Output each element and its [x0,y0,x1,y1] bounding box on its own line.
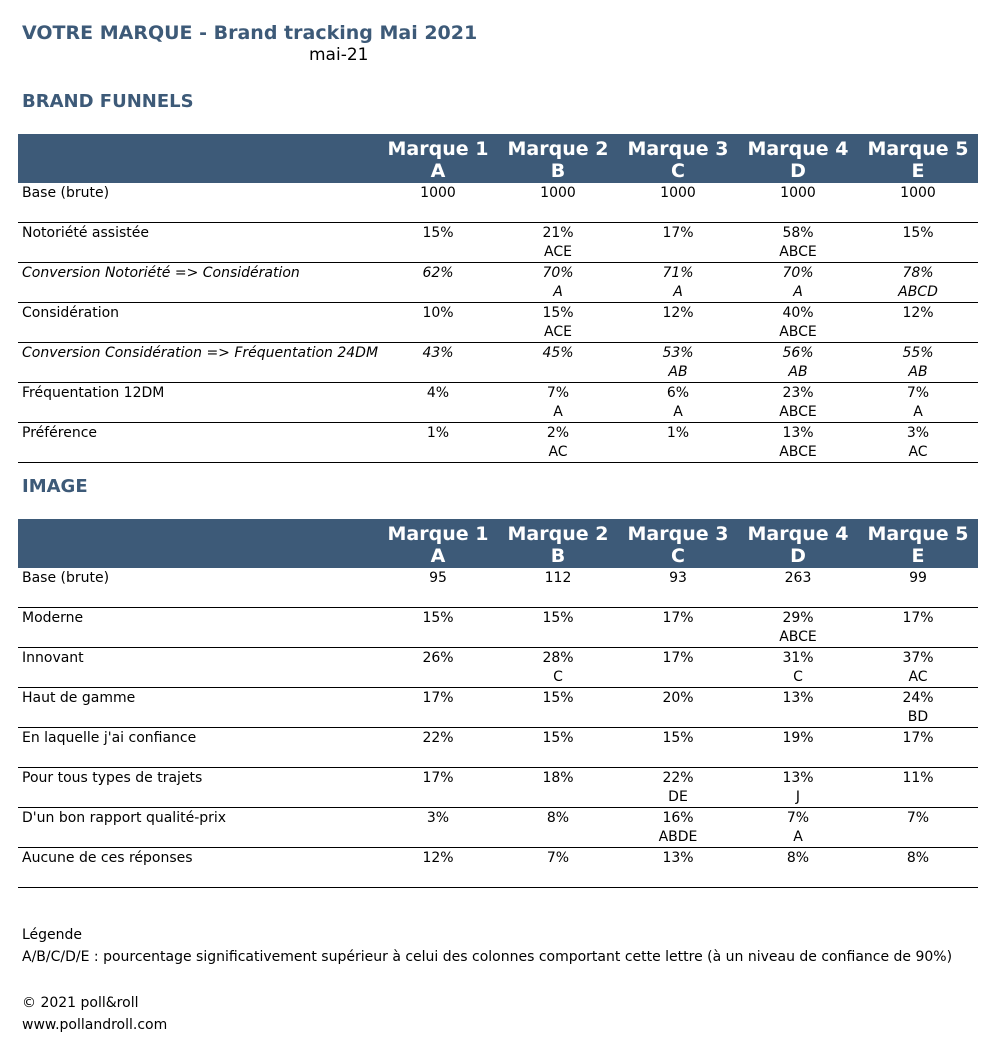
cell-value [618,383,738,423]
significance-letters [858,788,978,807]
significance-letters [498,203,618,222]
column-header-marque-1 [378,519,498,568]
cell-value [618,768,738,808]
cell-value [858,183,978,223]
column-letter: B [550,545,566,567]
significance-letters [858,588,978,607]
significance-letters [618,323,738,342]
significance-letters [858,828,978,847]
column-header-marque-2 [498,519,618,568]
significance-letters [498,588,618,607]
cell-value [858,303,978,343]
column-header-marque-5 [858,134,978,183]
significance-letters [858,243,978,262]
row-label: Notoriété assistée [22,225,149,241]
cell-value [498,223,618,263]
cell-value [378,768,498,808]
percentage-value: 55% [902,345,934,361]
cell-value [738,223,858,263]
percentage-value: 15% [542,730,574,746]
column-header-marque-2 [498,134,618,183]
significance-letters: C [793,669,803,685]
significance-letters [738,748,858,767]
significance-letters [378,828,498,847]
percentage-value: 17% [902,730,934,746]
significance-letters: A [793,284,803,300]
cell-value [858,728,978,768]
column-letter: C [671,160,685,182]
percentage-value: 16% [662,810,694,826]
significance-letters [498,708,618,727]
percentage-value: 15% [662,730,694,746]
cell-value [618,423,738,463]
table-header-row [18,519,978,568]
significance-letters [378,443,498,462]
header-label-cell [18,134,378,183]
percentage-value: 93 [669,570,687,586]
section-heading-image: IMAGE [22,476,88,497]
table-row [18,568,978,608]
cell-value [738,383,858,423]
column-brand-name: Marque 1 [387,523,489,545]
cell-value [498,608,618,648]
percentage-value: 15% [422,225,454,241]
percentage-value: 17% [902,610,934,626]
significance-letters [858,748,978,767]
cell-value [378,648,498,688]
cell-value [498,848,618,888]
percentage-value: 3% [426,810,450,826]
table-row [18,223,978,263]
table-row [18,608,978,648]
percentage-value: 1000 [900,185,936,201]
column-brand-name: Marque 5 [867,138,969,160]
percentage-value: 12% [422,850,454,866]
percentage-value: 1000 [420,185,456,201]
cell-value [498,343,618,383]
percentage-value: 3% [906,425,930,441]
column-brand-name: Marque 2 [507,523,609,545]
percentage-value: 37% [902,650,934,666]
table-row [18,183,978,223]
cell-value [858,768,978,808]
cell-value [378,343,498,383]
significance-letters: ACE [544,244,572,260]
percentage-value: 99 [909,570,927,586]
significance-letters [618,748,738,767]
significance-letters: A [673,284,683,300]
report-date: mai-21 [309,45,369,65]
significance-letters: J [795,789,801,805]
cell-value [498,183,618,223]
significance-letters: A [793,829,803,845]
percentage-value: 15% [902,225,934,241]
percentage-value: 22% [422,730,454,746]
percentage-value: 1000 [780,185,816,201]
column-letter: A [430,545,446,567]
percentage-value: 26% [422,650,454,666]
significance-letters [738,868,858,887]
significance-letters [378,283,498,302]
significance-letters [858,323,978,342]
cell-value [378,303,498,343]
copyright: © 2021 poll&roll [22,995,139,1011]
cell-value [498,728,618,768]
website: www.pollandroll.com [22,1017,168,1033]
row-label: Préférence [22,425,98,441]
cell-value [858,423,978,463]
row-label: Aucune de ces réponses [22,850,193,866]
table-row [18,848,978,888]
significance-letters [618,243,738,262]
column-header-marque-4 [738,134,858,183]
percentage-value: 70% [782,265,814,281]
percentage-value: 8% [906,850,930,866]
percentage-value: 24% [902,690,934,706]
significance-letters: AB [908,364,928,380]
significance-letters [498,363,618,382]
column-brand-name: Marque 3 [627,523,729,545]
cell-value [618,648,738,688]
table-row [18,688,978,728]
cell-value [618,608,738,648]
cell-value [858,383,978,423]
column-brand-name: Marque 5 [867,523,969,545]
percentage-value: 17% [662,610,694,626]
cell-value [498,808,618,848]
column-letter: E [911,160,925,182]
percentage-value: 15% [422,610,454,626]
cell-value [378,383,498,423]
significance-letters: ABCE [779,629,817,645]
column-letter: A [430,160,446,182]
percentage-value: 17% [662,650,694,666]
cell-value [858,263,978,303]
column-brand-name: Marque 4 [747,523,849,545]
row-label: Haut de gamme [22,690,136,706]
significance-letters: ABCE [779,404,817,420]
cell-value [738,568,858,608]
cell-value [618,263,738,303]
percentage-value: 70% [542,265,574,281]
significance-letters [498,828,618,847]
significance-letters [378,403,498,422]
percentage-value: 7% [546,850,570,866]
percentage-value: 18% [542,770,574,786]
percentage-value: 17% [422,690,454,706]
row-label: Conversion Considération => Fréquentation 24DM [22,345,379,361]
row-label: Fréquentation 12DM [22,385,165,401]
percentage-value: 43% [422,345,454,361]
cell-value [738,728,858,768]
cell-value [378,223,498,263]
cell-value [498,768,618,808]
cell-value [498,423,618,463]
significance-letters: A [553,404,563,420]
significance-letters [498,788,618,807]
section-heading-brand-funnels: BRAND FUNNELS [22,91,194,112]
percentage-value: 1% [666,425,690,441]
cell-value [738,263,858,303]
percentage-value: 20% [662,690,694,706]
percentage-value: 4% [426,385,450,401]
significance-letters [738,588,858,607]
significance-letters [378,668,498,687]
significance-letters [498,628,618,647]
cell-value [618,568,738,608]
significance-letters: ABCE [779,444,817,460]
percentage-value: 1% [426,425,450,441]
significance-letters: A [673,404,683,420]
percentage-value: 53% [662,345,694,361]
significance-letters [378,788,498,807]
cell-value [378,423,498,463]
significance-letters: AC [548,444,568,460]
row-label: Innovant [22,650,84,666]
row-label: Base (brute) [22,570,110,586]
cell-value [618,728,738,768]
cell-value [618,343,738,383]
significance-letters [378,323,498,342]
significance-letters: C [553,669,563,685]
column-letter: E [911,545,925,567]
percentage-value: 17% [422,770,454,786]
column-letter: B [550,160,566,182]
row-label: Base (brute) [22,185,110,201]
column-brand-name: Marque 1 [387,138,489,160]
significance-letters: A [913,404,923,420]
significance-letters [378,708,498,727]
significance-letters [378,868,498,887]
percentage-value: 31% [782,650,814,666]
percentage-value: 58% [782,225,814,241]
table-row [18,263,978,303]
percentage-value: 45% [542,345,574,361]
cell-value [738,183,858,223]
cell-value [858,608,978,648]
column-header-marque-1 [378,134,498,183]
cell-value [618,808,738,848]
cell-value [858,848,978,888]
percentage-value: 23% [782,385,814,401]
table-row [18,303,978,343]
column-header-marque-3 [618,519,738,568]
significance-letters [738,708,858,727]
percentage-value: 15% [542,690,574,706]
table-row [18,728,978,768]
percentage-value: 40% [782,305,814,321]
percentage-value: 8% [546,810,570,826]
percentage-value: 112 [544,570,572,586]
column-brand-name: Marque 4 [747,138,849,160]
percentage-value: 13% [662,850,694,866]
cell-value [378,688,498,728]
percentage-value: 56% [782,345,814,361]
significance-letters [618,588,738,607]
report-title: VOTRE MARQUE - Brand tracking Mai 2021 [22,22,478,44]
percentage-value: 28% [542,650,574,666]
significance-letters [378,748,498,767]
cell-value [498,648,618,688]
cell-value [498,263,618,303]
cell-value [378,808,498,848]
significance-letters [378,203,498,222]
row-label: D'un bon rapport qualité-prix [22,810,227,826]
column-brand-name: Marque 2 [507,138,609,160]
table-row [18,343,978,383]
cell-value [378,728,498,768]
table-header-row [18,134,978,183]
percentage-value: 71% [662,265,694,281]
cell-value [378,263,498,303]
cell-value [738,423,858,463]
cell-value [738,608,858,648]
legend-text: A/B/C/D/E : pourcentage significativement supérieur à celui des colonnes comportant cette lettre (à un niveau de confiance de 90%) [22,949,953,965]
column-header-marque-4 [738,519,858,568]
cell-value [738,688,858,728]
row-label: Conversion Notoriété => Considération [22,265,300,281]
significance-letters [378,243,498,262]
percentage-value: 17% [662,225,694,241]
column-letter: C [671,545,685,567]
table-row [18,648,978,688]
significance-letters: AB [668,364,688,380]
cell-value [858,223,978,263]
cell-value [498,383,618,423]
table-row [18,383,978,423]
percentage-value: 13% [782,690,814,706]
cell-value [618,303,738,343]
significance-letters: AB [788,364,808,380]
significance-letters [618,708,738,727]
column-letter: D [790,545,806,567]
significance-letters [618,443,738,462]
percentage-value: 21% [542,225,574,241]
percentage-value: 7% [906,385,930,401]
row-label: Moderne [22,610,84,626]
percentage-value: 12% [662,305,694,321]
significance-letters: ACE [544,324,572,340]
column-header-marque-5 [858,519,978,568]
significance-letters [378,363,498,382]
significance-letters: A [553,284,563,300]
row-label: Considération [22,305,120,321]
brand-funnels-table [18,134,978,463]
percentage-value: 1000 [540,185,576,201]
percentage-value: 19% [782,730,814,746]
percentage-value: 263 [784,570,812,586]
percentage-value: 13% [782,425,814,441]
table-row [18,423,978,463]
cell-value [738,303,858,343]
cell-value [618,223,738,263]
significance-letters [378,628,498,647]
significance-letters [618,203,738,222]
legend-title: Légende [22,927,83,943]
percentage-value: 1000 [660,185,696,201]
significance-letters [858,203,978,222]
significance-letters [618,668,738,687]
image-table [18,519,978,888]
significance-letters [618,628,738,647]
percentage-value: 10% [422,305,454,321]
percentage-value: 78% [902,265,934,281]
cell-value [738,768,858,808]
cell-value [498,688,618,728]
percentage-value: 7% [906,810,930,826]
significance-letters [618,868,738,887]
column-brand-name: Marque 3 [627,138,729,160]
column-letter: D [790,160,806,182]
cell-value [738,808,858,848]
cell-value [738,648,858,688]
percentage-value: 22% [662,770,694,786]
percentage-value: 15% [542,610,574,626]
significance-letters [498,868,618,887]
cell-value [618,848,738,888]
significance-letters: ABCD [898,284,938,300]
header-label-cell [18,519,378,568]
cell-value [858,808,978,848]
cell-value [738,848,858,888]
significance-letters: ABCE [779,324,817,340]
significance-letters [738,203,858,222]
cell-value [738,343,858,383]
table-row [18,808,978,848]
cell-value [378,183,498,223]
significance-letters: DE [668,789,688,805]
cell-value [378,568,498,608]
percentage-value: 95 [429,570,447,586]
percentage-value: 2% [546,425,570,441]
cell-value [378,608,498,648]
cell-value [858,568,978,608]
cell-value [498,303,618,343]
percentage-value: 12% [902,305,934,321]
cell-value [618,183,738,223]
percentage-value: 6% [666,385,690,401]
cell-value [858,648,978,688]
significance-letters [858,628,978,647]
significance-letters: AC [908,444,928,460]
significance-letters: AC [908,669,928,685]
cell-value [378,848,498,888]
cell-value [858,688,978,728]
row-label: En laquelle j'ai confiance [22,730,197,746]
percentage-value: 8% [786,850,810,866]
cell-value [498,568,618,608]
significance-letters [858,868,978,887]
row-label: Pour tous types de trajets [22,770,203,786]
significance-letters [498,748,618,767]
percentage-value: 7% [786,810,810,826]
column-header-marque-3 [618,134,738,183]
significance-letters: ABCE [779,244,817,260]
percentage-value: 62% [422,265,454,281]
percentage-value: 29% [782,610,814,626]
significance-letters: BD [907,709,929,725]
percentage-value: 13% [782,770,814,786]
percentage-value: 15% [542,305,574,321]
significance-letters [378,588,498,607]
cell-value [858,343,978,383]
percentage-value: 7% [546,385,570,401]
percentage-value: 11% [902,770,934,786]
table-row [18,768,978,808]
significance-letters: ABDE [658,829,698,845]
cell-value [618,688,738,728]
